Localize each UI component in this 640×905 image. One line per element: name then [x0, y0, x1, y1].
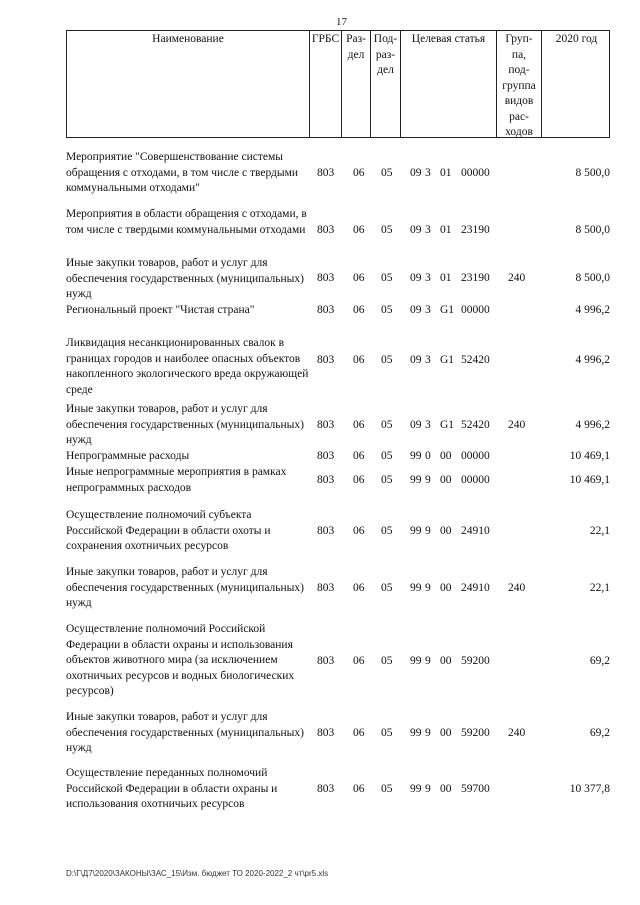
row-amount: 8 500,0 [575, 224, 610, 236]
row-cs-direction: 24910 [461, 582, 490, 594]
row-cs-event: 00 [440, 474, 452, 486]
row-cs-program: 99 [410, 474, 422, 486]
row-cs-subprogram: 9 [425, 525, 431, 537]
row-amount: 8 500,0 [575, 167, 610, 179]
file-path-footer: D:\Г\Д7\2020\ЗАКОНЫ\ЗАС_15\Изм. бюджет ТО 2020-2022_2 чт\pr5.xls [66, 869, 329, 878]
row-name: Иные закупки товаров, работ и услуг для обеспечения государственных (муниципальных) нужд [66, 566, 304, 609]
row-cs-subprogram: 9 [425, 783, 431, 795]
page-number: 17 [336, 16, 347, 28]
row-name: Региональный проект "Чистая страна" [66, 304, 255, 316]
row-cs-program: 09 [410, 272, 422, 284]
row-grbs: 803 [317, 167, 335, 179]
row-podrazdel: 05 [381, 167, 393, 179]
row-cs-program: 99 [410, 525, 422, 537]
row-expense-type: 240 [508, 727, 526, 739]
row-cs-event: G1 [440, 419, 455, 431]
row-expense-type: 240 [508, 582, 526, 594]
table-row [66, 336, 610, 400]
row-grbs: 803 [317, 474, 335, 486]
row-amount: 22,1 [589, 525, 610, 537]
row-cs-program: 99 [410, 582, 422, 594]
row-grbs: 803 [317, 727, 335, 739]
row-cs-subprogram: 9 [425, 655, 431, 667]
row-amount: 69,2 [589, 727, 610, 739]
table-header [66, 30, 610, 138]
header-grbs: ГРБС [310, 31, 342, 137]
row-cs-program: 99 [410, 727, 422, 739]
row-grbs: 803 [317, 582, 335, 594]
row-grbs: 803 [317, 450, 335, 462]
row-podrazdel: 05 [381, 582, 393, 594]
row-grbs: 803 [317, 304, 335, 316]
row-cs-program: 09 [410, 167, 422, 179]
row-name: Непрограммные расходы [66, 450, 190, 462]
header-razdel: Раз- дел [342, 31, 371, 137]
row-cs-direction: 00000 [461, 304, 490, 316]
row-grbs: 803 [317, 354, 335, 366]
row-cs-event: 00 [440, 783, 452, 795]
row-name: Иные непрограммные мероприятия в рамках непрограммных расходов [66, 466, 287, 494]
table-row [66, 402, 610, 450]
row-cs-event: 01 [440, 167, 452, 179]
row-cs-direction: 24910 [461, 525, 490, 537]
row-cs-event: G1 [440, 354, 455, 366]
row-amount: 22,1 [589, 582, 610, 594]
row-amount: 4 996,2 [575, 419, 610, 431]
row-amount: 10 469,1 [569, 474, 610, 486]
header-podrazdel: Под- раз- дел [371, 31, 401, 137]
row-cs-subprogram: 3 [425, 167, 431, 179]
row-cs-subprogram: 3 [425, 272, 431, 284]
row-cs-event: 00 [440, 655, 452, 667]
table-row [66, 766, 610, 814]
row-cs-subprogram: 9 [425, 582, 431, 594]
row-razdel: 06 [353, 167, 365, 179]
row-podrazdel: 05 [381, 655, 393, 667]
row-cs-event: 00 [440, 450, 452, 462]
row-cs-direction: 59200 [461, 655, 490, 667]
table-row [66, 150, 610, 198]
row-razdel: 06 [353, 655, 365, 667]
row-name: Осуществление полномочий субъекта Российской Федерации в области охоты и сохранения охотничьих ресурсов [66, 509, 271, 552]
row-razdel: 06 [353, 354, 365, 366]
row-razdel: 06 [353, 419, 365, 431]
row-podrazdel: 05 [381, 474, 393, 486]
row-razdel: 06 [353, 783, 365, 795]
row-cs-program: 99 [410, 450, 422, 462]
row-razdel: 06 [353, 474, 365, 486]
row-razdel: 06 [353, 224, 365, 236]
row-razdel: 06 [353, 304, 365, 316]
row-cs-program: 09 [410, 354, 422, 366]
row-podrazdel: 05 [381, 727, 393, 739]
row-name: Осуществление полномочий Российской Федерации в области охраны и использования объектов животного мира (за исключением охотничьих ресурсов и водных биологических ресурсов) [66, 623, 295, 697]
row-podrazdel: 05 [381, 450, 393, 462]
row-podrazdel: 05 [381, 304, 393, 316]
row-cs-event: 00 [440, 727, 452, 739]
header-expense-group: Груп- па, под- группа видов рас- ходов [497, 31, 542, 137]
row-name: Осуществление переданных полномочий Российской Федерации в области охраны и использования охотничьих ресурсов [66, 767, 278, 810]
header-name: Наименование [67, 31, 310, 137]
row-cs-program: 99 [410, 783, 422, 795]
row-cs-event: 00 [440, 525, 452, 537]
row-cs-direction: 23190 [461, 224, 490, 236]
row-name: Мероприятие "Совершенствование системы обращения с отходами, в том числе с твердыми коммунальными отходами" [66, 151, 299, 194]
row-razdel: 06 [353, 272, 365, 284]
row-name: Иные закупки товаров, работ и услуг для обеспечения государственных (муниципальных) нужд [66, 257, 304, 300]
table-row [66, 565, 610, 613]
row-cs-direction: 59200 [461, 727, 490, 739]
row-amount: 4 996,2 [575, 354, 610, 366]
row-podrazdel: 05 [381, 224, 393, 236]
row-grbs: 803 [317, 419, 335, 431]
row-grbs: 803 [317, 655, 335, 667]
row-razdel: 06 [353, 450, 365, 462]
row-name: Иные закупки товаров, работ и услуг для обеспечения государственных (муниципальных) нужд [66, 711, 304, 754]
table-row [66, 508, 610, 556]
row-cs-event: 01 [440, 224, 452, 236]
row-cs-event: G1 [440, 304, 455, 316]
row-cs-direction: 23190 [461, 272, 490, 284]
table-row [66, 303, 610, 321]
row-cs-direction: 59700 [461, 783, 490, 795]
row-cs-direction: 52420 [461, 419, 490, 431]
row-podrazdel: 05 [381, 783, 393, 795]
row-cs-direction: 52420 [461, 354, 490, 366]
row-expense-type: 240 [508, 272, 526, 284]
row-cs-direction: 00000 [461, 474, 490, 486]
row-grbs: 803 [317, 224, 335, 236]
row-cs-subprogram: 3 [425, 304, 431, 316]
row-podrazdel: 05 [381, 525, 393, 537]
row-name: Мероприятия в области обращения с отходами, в том числе с твердыми коммунальными отходами [66, 208, 307, 236]
row-name: Ликвидация несанкционированных свалок в границах городов и наиболее опасных объектов накопленного экологического вреда окружающей среде [66, 337, 309, 396]
row-cs-program: 09 [410, 419, 422, 431]
row-cs-direction: 00000 [461, 167, 490, 179]
row-grbs: 803 [317, 525, 335, 537]
row-amount: 8 500,0 [575, 272, 610, 284]
row-podrazdel: 05 [381, 419, 393, 431]
row-cs-program: 99 [410, 655, 422, 667]
row-razdel: 06 [353, 525, 365, 537]
row-name: Иные закупки товаров, работ и услуг для обеспечения государственных (муниципальных) нужд [66, 403, 304, 446]
row-grbs: 803 [317, 783, 335, 795]
header-target-article: Целевая статья [401, 31, 497, 137]
row-amount: 69,2 [589, 655, 610, 667]
table-row [66, 256, 610, 304]
header-year: 2020 год [555, 33, 598, 45]
table-row [66, 207, 610, 255]
row-cs-subprogram: 3 [425, 224, 431, 236]
table-row [66, 465, 610, 499]
row-cs-subprogram: 3 [425, 419, 431, 431]
row-razdel: 06 [353, 727, 365, 739]
row-amount: 10 469,1 [569, 450, 610, 462]
row-expense-type: 240 [508, 419, 526, 431]
row-amount: 10 377,8 [569, 783, 610, 795]
row-cs-event: 01 [440, 272, 452, 284]
row-razdel: 06 [353, 582, 365, 594]
row-cs-subprogram: 3 [425, 354, 431, 366]
row-cs-event: 00 [440, 582, 452, 594]
row-amount: 4 996,2 [575, 304, 610, 316]
row-cs-subprogram: 9 [425, 727, 431, 739]
row-grbs: 803 [317, 272, 335, 284]
table-row [66, 710, 610, 758]
row-cs-subprogram: 9 [425, 474, 431, 486]
row-cs-program: 09 [410, 304, 422, 316]
row-podrazdel: 05 [381, 272, 393, 284]
table-row [66, 622, 610, 702]
row-cs-subprogram: 0 [425, 450, 431, 462]
row-cs-direction: 00000 [461, 450, 490, 462]
row-cs-program: 09 [410, 224, 422, 236]
row-podrazdel: 05 [381, 354, 393, 366]
